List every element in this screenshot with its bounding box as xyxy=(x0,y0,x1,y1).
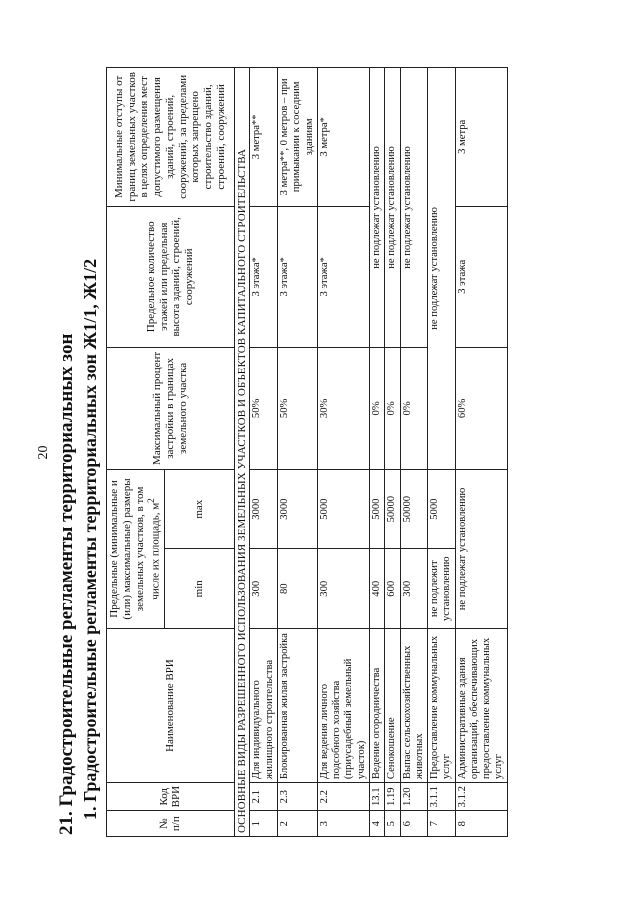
cell-floors-setback: не подлежат установлению xyxy=(385,68,400,348)
page-number: 20 xyxy=(36,445,51,460)
cell-percent: 0% xyxy=(369,347,384,469)
cell-num: 5 xyxy=(385,811,400,837)
section-title-row: ОСНОВНЫЕ ВИДЫ РАЗРЕШЕННОГО ИСПОЛЬЗОВАНИЯ ЗЕМЕЛЬНЫХ УЧАСТКОВ И ОБЪЕКТОВ КАПИТАЛЬНОГО СТРОИТЕЛЬСТВА xyxy=(234,68,250,837)
header-percent: Максимальный процент застройки в границах земельного участка xyxy=(107,347,235,469)
table-row xyxy=(428,68,456,837)
cell-floors: 3 этажа* xyxy=(277,206,317,347)
cell-code: 2.1 xyxy=(250,783,278,811)
header-min: min xyxy=(164,549,234,629)
cell-percent: 60% xyxy=(455,347,507,469)
header-name: Наименование ВРИ xyxy=(107,629,235,783)
cell-name: Сенокошение xyxy=(385,629,400,783)
header-max: max xyxy=(164,469,234,549)
table-row xyxy=(317,68,369,837)
cell-num: 3 xyxy=(317,811,369,837)
cell-name: Ведение огородничества xyxy=(369,629,384,783)
cell-floors: 3 этажа xyxy=(455,206,507,347)
cell-max: 5000 xyxy=(428,469,456,549)
cell-floors: 3 этажа* xyxy=(317,206,369,347)
cell-setback: 3 метра xyxy=(455,68,507,207)
cell-min: 300 xyxy=(400,549,428,629)
cell-name: Предоставление коммунальных услуг xyxy=(428,629,456,783)
header-code: Код ВРИ xyxy=(107,783,235,811)
cell-max: 3000 xyxy=(277,469,317,549)
cell-setback: 3 метра** xyxy=(250,68,278,207)
table-row xyxy=(400,68,428,837)
cell-percent-floors-setback: не подлежат установлению xyxy=(428,68,456,470)
cell-min: 300 xyxy=(250,549,278,629)
table-row xyxy=(369,68,384,837)
cell-name: Административные здания организаций, обеспечивающих предоставление коммунальных услуг xyxy=(455,629,507,783)
cell-floors-setback: не подлежат установлению xyxy=(400,68,428,348)
cell-name: Блокированная жилая застройка xyxy=(277,629,317,783)
cell-percent: 0% xyxy=(385,347,400,469)
cell-code: 3.1.2 xyxy=(455,783,507,811)
cell-setback: 3 метра* xyxy=(317,68,369,207)
regulations-table xyxy=(106,67,508,837)
cell-code: 2.3 xyxy=(277,783,317,811)
cell-max: 5000 xyxy=(369,469,384,549)
cell-num: 2 xyxy=(277,811,317,837)
cell-num: 1 xyxy=(250,811,278,837)
cell-min: не подлежит установлению xyxy=(428,549,456,629)
cell-min: 400 xyxy=(369,549,384,629)
cell-minmax: не подлежат установлению xyxy=(455,469,507,628)
cell-code: 13.1 xyxy=(369,783,384,811)
cell-name: Для ведения личного подсобного хозяйства (приусадебный земельный участок) xyxy=(317,629,369,783)
cell-name: Выпас сельскохозяйственных животных xyxy=(400,629,428,783)
cell-percent: 50% xyxy=(250,347,278,469)
cell-code: 1.19 xyxy=(385,783,400,811)
header-floors: Предельное количество этажей или предельная высота зданий, строений, сооружений xyxy=(107,206,235,347)
cell-setback: 3 метра**, 0 метров – при примыкании к соседним зданиям xyxy=(277,68,317,207)
cell-percent: 50% xyxy=(277,347,317,469)
table-row xyxy=(385,68,400,837)
cell-num: 8 xyxy=(455,811,507,837)
header-num: № п/п xyxy=(107,811,235,837)
cell-max: 50000 xyxy=(400,469,428,549)
cell-code: 1.20 xyxy=(400,783,428,811)
cell-floors-setback: не подлежат установлению xyxy=(369,68,384,348)
table-row xyxy=(250,68,278,837)
cell-num: 7 xyxy=(428,811,456,837)
cell-num: 6 xyxy=(400,811,428,837)
cell-percent: 30% xyxy=(317,347,369,469)
cell-max: 5000 xyxy=(317,469,369,549)
cell-max: 50000 xyxy=(385,469,400,549)
cell-floors: 3 этажа* xyxy=(250,206,278,347)
section-heading: 21. Градостроительные регламенты территориальных зон xyxy=(56,333,77,835)
cell-min: 300 xyxy=(317,549,369,629)
subsection-heading: 1. Градостроительные регламенты территориальных зон Ж1/1, Ж1/2 xyxy=(80,258,100,820)
cell-percent: 0% xyxy=(400,347,428,469)
cell-code: 3.1.1 xyxy=(428,783,456,811)
cell-num: 4 xyxy=(369,811,384,837)
cell-max: 3000 xyxy=(250,469,278,549)
cell-name: Для индивидуального жилищного строительства xyxy=(250,629,278,783)
header-size xyxy=(107,469,165,628)
table-row xyxy=(455,68,507,837)
cell-code: 2.2 xyxy=(317,783,369,811)
cell-min: 80 xyxy=(277,549,317,629)
header-setback: Минимальные отступы от границ земельных участков в целях определения мест допустимого размещения зданий, строений, сооружений, за пределами которых запрещено строительство зданий, строений, сооружений xyxy=(107,68,235,207)
table-row xyxy=(277,68,317,837)
header-size-sup: 2 xyxy=(146,498,157,503)
cell-min: 600 xyxy=(385,549,400,629)
header-size-text: Предельные (минимальные и (или) максимальные) размеры земельных участков, в том числе их площадь, м xyxy=(108,478,162,620)
